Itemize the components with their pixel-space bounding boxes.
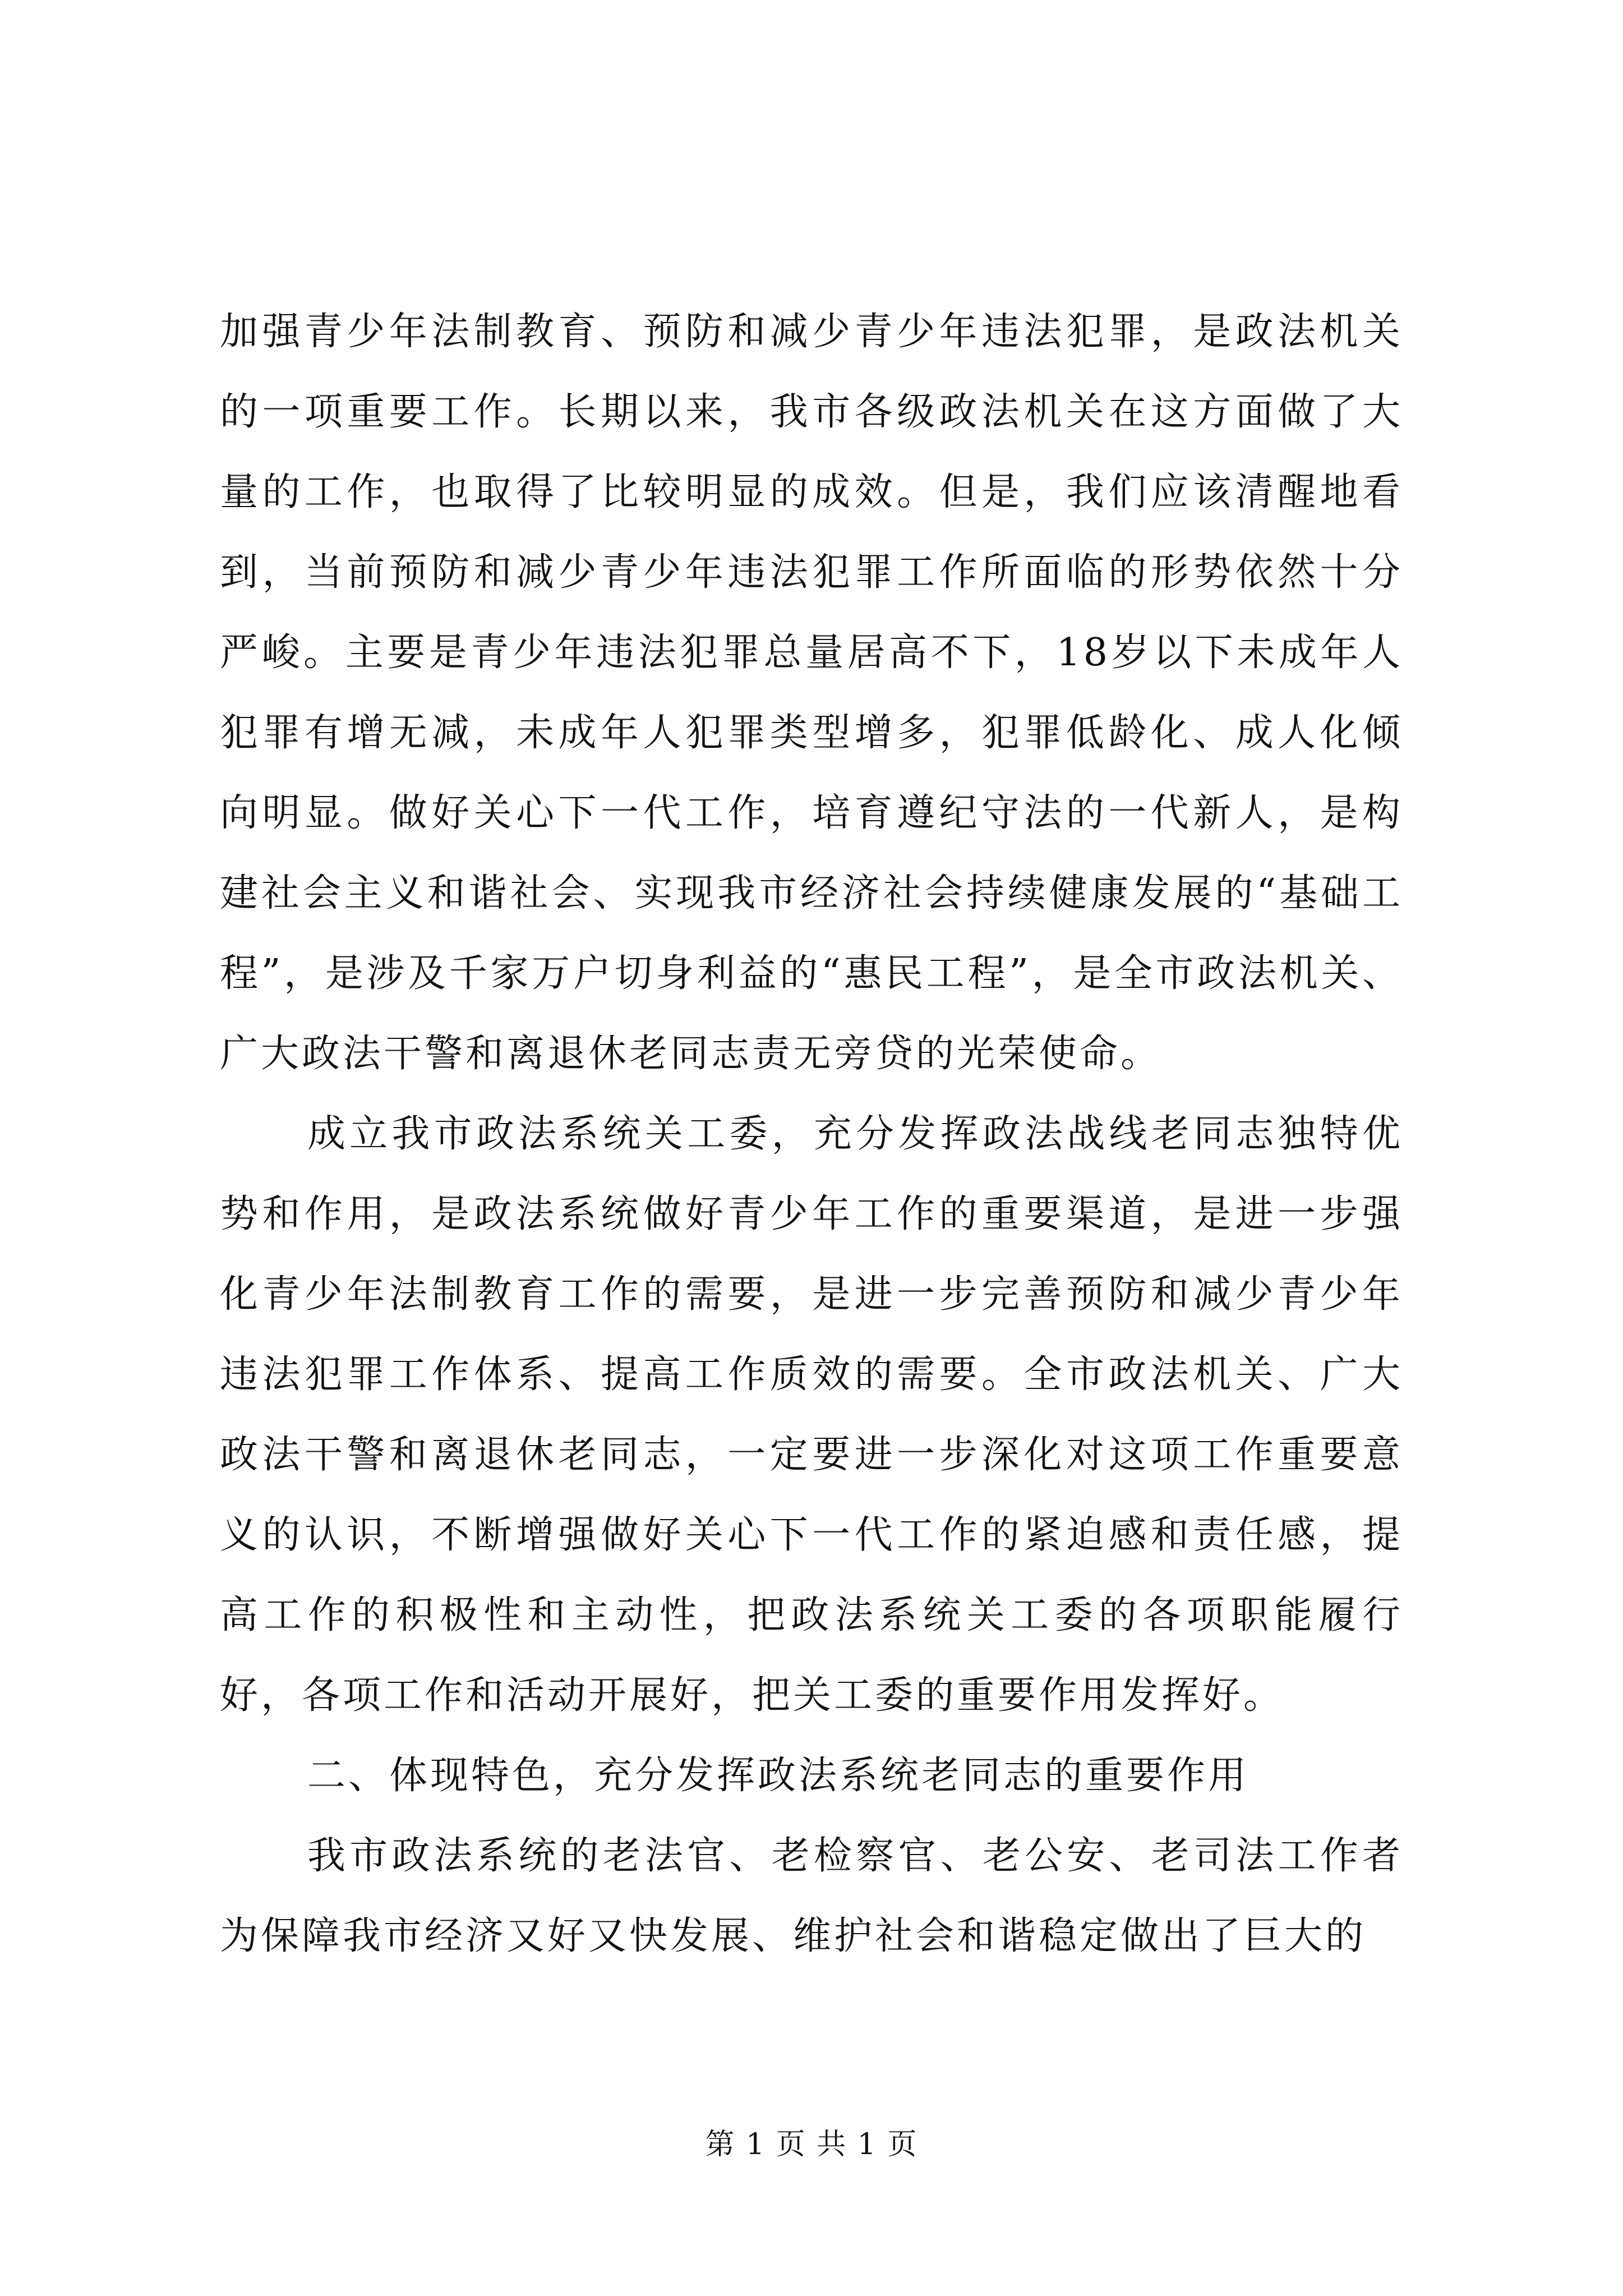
paragraph-2: 成立我市政法系统关工委，充分发挥政法战线老同志独特优势和作用，是政法系统做好青少年工作的重要渠道，是进一步强化青少年法制教育工作的需要，是进一步完善预防和减少青少年违法犯罪工作体系、提高工作质效的需要。全市政法机关、广大政法干警和离退休老同志，一定要进一步深化对这项工作重要意义的认识，不断增强做好关心下一代工作的紧迫感和责任感，提高工作的积极性和主动性，把政法系统关工委的各项职能履行好，各项工作和活动开展好，把关工委的重要作用发挥好。: [220, 1112, 1403, 1718]
page-footer: 第 1 页 共 1 页: [705, 2128, 918, 2161]
paragraph-3: 我市政法系统的老法官、老检察官、老公安、老司法工作者为保障我市经济又好又快发展、维护社会和谐稳定做出了巨大的: [220, 1834, 1403, 1958]
paragraph-1: 加强青少年法制教育、预防和减少青少年违法犯罪，是政法机关的一项重要工作。长期以来，我市各级政法机关在这方面做了大量的工作，也取得了比较明显的成效。但是，我们应该清醒地看到，当前预防和减少青少年违法犯罪工作所面临的形势依然十分严峻。主要是青少年违法犯罪总量居高不下，18岁以下未成年人犯罪有增无减，未成年人犯罪类型增多，犯罪低龄化、成人化倾向明显。做好关心下一代工作，培育遵纪守法的一代新人，是构建社会主义和谐社会、实现我市经济社会持续健康发展的“基础工程”，是涉及千家万户切身利益的“惠民工程”，是全市政法机关、广大政法干警和离退休老同志责无旁贷的光荣使命。: [220, 310, 1403, 1076]
section-heading: 二、体现特色，充分发挥政法系统老同志的重要作用: [307, 1754, 1249, 1798]
document-body: [220, 292, 1403, 1976]
